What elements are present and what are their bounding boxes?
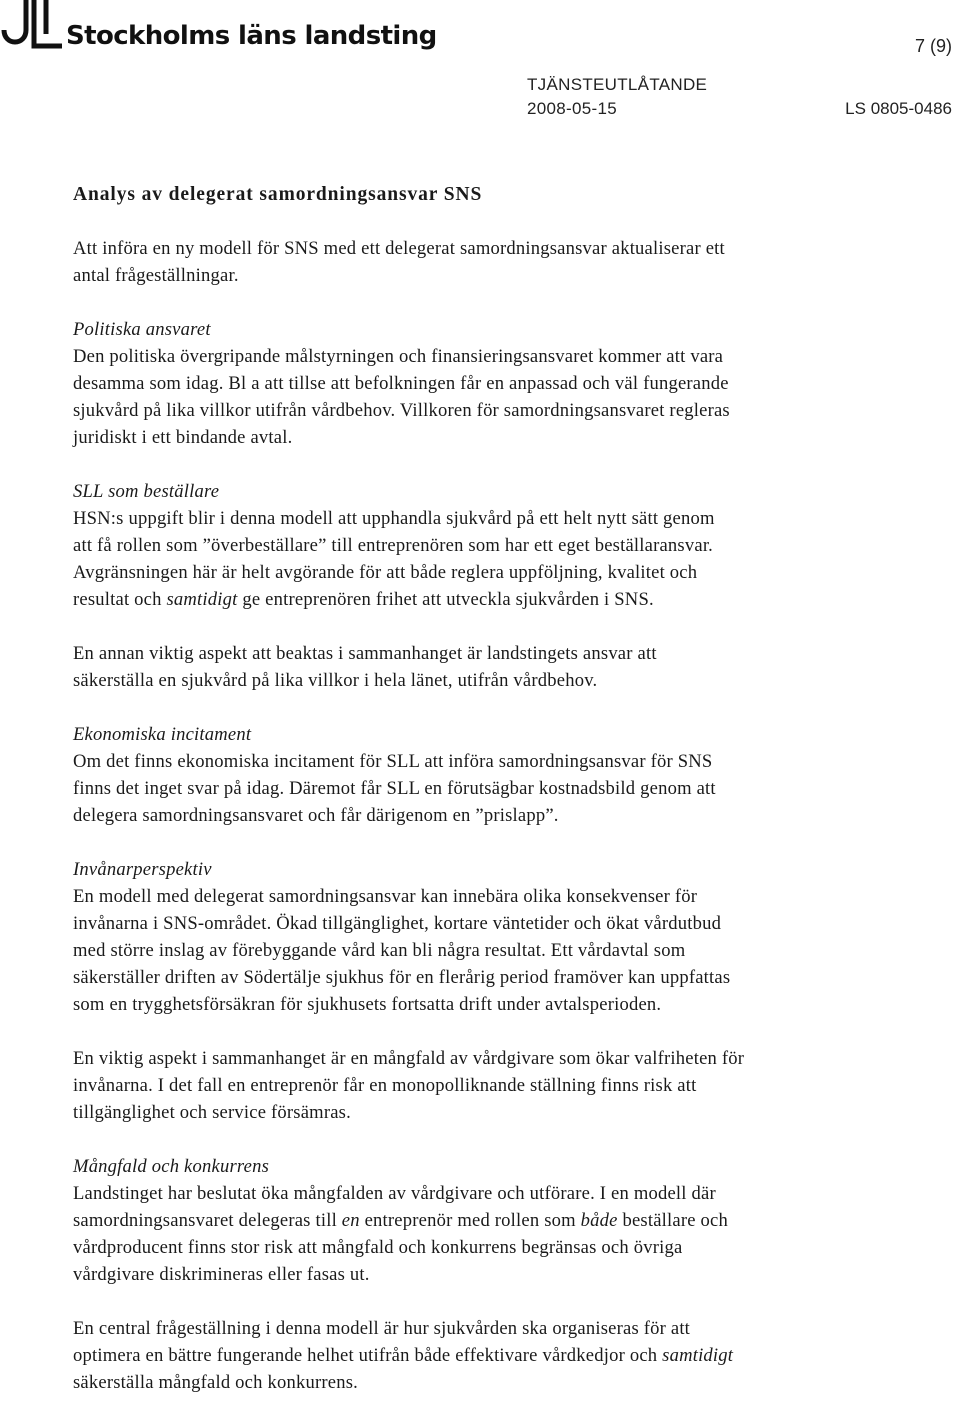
text-line: juridiskt i ett bindande avtal. bbox=[73, 427, 293, 448]
emphasis: samtidigt bbox=[166, 589, 238, 610]
emphasis: en bbox=[341, 1210, 360, 1231]
text-line: tillgänglighet och service försämras. bbox=[73, 1102, 351, 1123]
sll-logo-mark-icon bbox=[0, 0, 64, 52]
text-line: invånarna i SNS-området. Ökad tillgänglighet, kortare väntetider och ökat vårdutbud bbox=[73, 913, 722, 934]
text-line: säkerställa mångfald och konkurrens. bbox=[73, 1372, 358, 1393]
document-reference: LS 0805-0486 bbox=[845, 99, 952, 118]
text-line: som en trygghetsförsäkran för sjukhusets fortsatta drift under avtalsperioden. bbox=[73, 994, 662, 1015]
document-body bbox=[73, 181, 935, 1423]
intro-paragraph bbox=[73, 235, 935, 289]
text-line: antal frågeställningar. bbox=[73, 265, 239, 286]
document-title: Analys av delegerat samordningsansvar SNS bbox=[73, 184, 483, 205]
paragraph-central-fragestallning bbox=[73, 1315, 935, 1396]
section-heading: Politiska ansvaret bbox=[73, 319, 211, 340]
document-type: TJÄNSTEUTLÅTANDE bbox=[527, 75, 708, 94]
text-line: En annan viktig aspekt att beaktas i sammanhanget är landstingets ansvar att bbox=[73, 643, 657, 664]
paragraph-landstingets-ansvar bbox=[73, 640, 935, 694]
text-line bbox=[73, 586, 935, 613]
text-line: Avgränsningen här är helt avgörande för att både reglera uppföljning, kvalitet och bbox=[73, 562, 698, 583]
paragraph-mangfald-vardgivare bbox=[73, 1045, 935, 1126]
section-heading: SLL som beställare bbox=[73, 481, 220, 502]
document-date: 2008-05-15 bbox=[527, 99, 617, 118]
text-segment: ge entreprenören frihet att utveckla sjukvården i SNS. bbox=[237, 589, 654, 610]
text-line bbox=[73, 1342, 935, 1369]
text-line: Om det finns ekonomiska incitament för SLL att införa samordningsansvar för SNS bbox=[73, 751, 713, 772]
text-line: vårdproducent finns stor risk att mångfald och konkurrens begränsas och övriga bbox=[73, 1237, 683, 1258]
text-line: Landstinget har beslutat öka mångfalden av vårdgivare och utförare. I en modell där bbox=[73, 1183, 716, 1204]
text-line: Den politiska övergripande målstyrningen och finansieringsansvaret kommer att vara bbox=[73, 346, 724, 367]
text-segment: resultat och bbox=[73, 589, 167, 610]
text-line: En central frågeställning i denna modell är hur sjukvården ska organiseras för att bbox=[73, 1318, 691, 1339]
section-sll-som-bestallare bbox=[73, 478, 935, 613]
section-mangfald-och-konkurrens bbox=[73, 1153, 935, 1288]
text-line: sjukvård på lika villkor utifrån vårdbehov. Villkoren för samordningsansvaret regleras bbox=[73, 400, 730, 421]
text-line: att få rollen som ”överbeställare” till entreprenören som har ett eget beställaransvar. bbox=[73, 535, 714, 556]
text-line: invånarna. I det fall en entreprenör får en monopolliknande ställning finns risk att bbox=[73, 1075, 697, 1096]
text-line: desamma som idag. Bl a att tillse att befolkningen får en anpassad och väl fungerande bbox=[73, 373, 729, 394]
text-segment: samordningsansvaret delegeras till bbox=[73, 1210, 342, 1231]
section-invanarperspektiv bbox=[73, 856, 935, 1018]
logo-wordmark: Stockholms läns landsting bbox=[66, 21, 437, 51]
section-ekonomiska-incitament bbox=[73, 721, 935, 829]
text-line: finns det inget svar på idag. Däremot får SLL en förutsägbar kostnadsbild genom att bbox=[73, 778, 716, 799]
text-line: En viktig aspekt i sammanhanget är en mångfald av vårdgivare som ökar valfriheten för bbox=[73, 1048, 745, 1069]
section-heading: Invånarperspektiv bbox=[73, 859, 212, 880]
text-segment: beställare och bbox=[617, 1210, 729, 1231]
text-segment: optimera en bättre fungerande helhet utifrån både effektivare vårdkedjor och bbox=[73, 1345, 663, 1366]
text-line: säkerställa en sjukvård på lika villkor i hela länet, utifrån vårdbehov. bbox=[73, 670, 598, 691]
emphasis: samtidigt bbox=[662, 1345, 734, 1366]
text-line bbox=[73, 1207, 935, 1234]
page-number: 7 (9) bbox=[914, 36, 952, 56]
emphasis: både bbox=[580, 1210, 618, 1231]
text-segment: entreprenör med rollen som bbox=[359, 1210, 581, 1231]
text-line: med större inslag av förebyggande vård kan bli några resultat. Ett vårdavtal som bbox=[73, 940, 686, 961]
section-politiska-ansvaret bbox=[73, 316, 935, 451]
section-heading: Mångfald och konkurrens bbox=[73, 1156, 270, 1177]
text-line: delegera samordningsansvaret och får därigenom en ”prislapp”. bbox=[73, 805, 559, 826]
section-heading: Ekonomiska incitament bbox=[73, 724, 252, 745]
text-line: Att införa en ny modell för SNS med ett delegerat samordningsansvar aktualiserar ett bbox=[73, 238, 725, 259]
text-line: säkerställer driften av Södertälje sjukhus för en flerårig period framöver kan uppfattas bbox=[73, 967, 731, 988]
text-line: vårdgivare diskrimineras eller fasas ut. bbox=[73, 1264, 370, 1285]
text-line: En modell med delegerat samordningsansvar kan innebära olika konsekvenser för bbox=[73, 886, 698, 907]
text-line: HSN:s uppgift blir i denna modell att upphandla sjukvård på ett helt nytt sätt genom bbox=[73, 508, 715, 529]
sll-logo bbox=[0, 0, 440, 60]
